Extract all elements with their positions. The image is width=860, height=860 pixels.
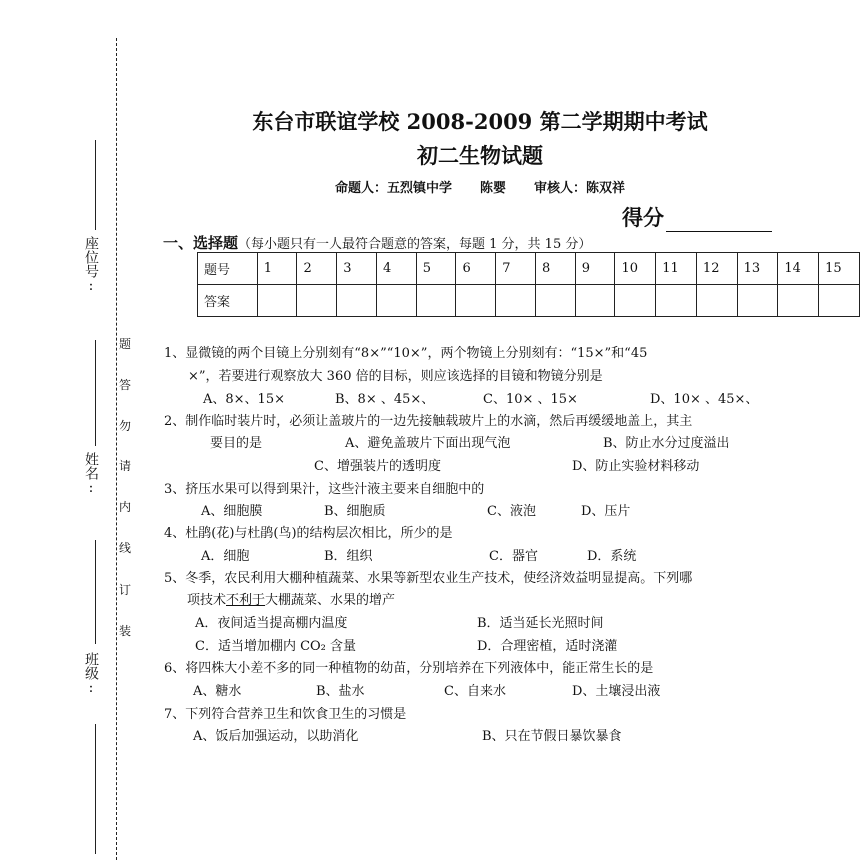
class-label: 班级:	[83, 652, 99, 696]
question-number-cell: 8	[535, 253, 575, 285]
question-number-cell: 14	[778, 253, 819, 285]
question-number-cell: 15	[819, 253, 860, 285]
answer-cell[interactable]	[737, 285, 778, 317]
question-1-option-b: B、8× 、45×、	[335, 392, 435, 407]
margin-bottom-line	[95, 724, 96, 854]
section-title: 一、选择题	[163, 234, 239, 252]
question-4-option-b: B．组织	[324, 549, 373, 564]
question-5-option-b: B．适当延长光照时间	[477, 616, 604, 631]
answer-cell[interactable]	[778, 285, 819, 317]
answer-cell[interactable]	[535, 285, 575, 317]
question-5-emphasis: 不利于	[226, 593, 266, 608]
question-6-option-c: C、自来水	[444, 684, 506, 699]
question-5-text-post: 大棚蔬菜、水果的增产	[265, 593, 396, 608]
question-7-option-b: B、只在节假日暴饮暴食	[482, 729, 622, 744]
question-7-stem: 7、下列符合营养卫生和饮食卫生的习惯是	[164, 707, 407, 722]
question-6-stem: 6、将四株大小差不多的同一种植物的幼苗，分别培养在下列液体中，能正常生长的是	[164, 661, 654, 676]
question-3-option-c: C、液泡	[487, 504, 536, 519]
question-number-cell: 3	[337, 253, 377, 285]
question-5-stem-cont	[187, 593, 395, 609]
question-number-cell: 6	[456, 253, 496, 285]
question-5-stem: 5、冬季，农民利用大棚种植蔬菜、水果等新型农业生产技术，使经济效益明显提高。下列哪	[164, 571, 693, 586]
question-3-option-d: D、压片	[581, 504, 631, 519]
question-number-cell: 7	[496, 253, 536, 285]
question-number-cell: 5	[416, 253, 456, 285]
question-3-option-a: A、细胞膜	[201, 504, 263, 519]
seal-char: 答	[118, 378, 131, 392]
question-1-option-c: C、10× 、15×	[483, 392, 578, 407]
binding-dashed-line	[116, 38, 117, 860]
author-label: 命题人：五烈镇中学	[334, 181, 452, 196]
section-instructions: （每小题只有一人最符合题意的答案，每题 1 分，共 15 分）	[238, 237, 592, 252]
question-1-stem: 1、显微镜的两个目镜上分别刻有“8×”“10×”，两个物镜上分别刻有：“15×”和“45	[164, 346, 648, 361]
question-5-option-a: A．夜间适当提高棚内温度	[195, 616, 348, 631]
answer-cell[interactable]	[456, 285, 496, 317]
question-5-option-c: C．适当增加棚内 CO₂ 含量	[195, 639, 357, 654]
answer-table-answer-row	[198, 285, 860, 317]
question-1-stem-cont: ×”，若要进行观察放大 360 倍的目标，则应该选择的目镜和物镜分别是	[188, 369, 603, 384]
question-5-text-pre: 项技术	[187, 593, 227, 608]
question-number-cell: 2	[297, 253, 337, 285]
score-blank[interactable]	[666, 209, 772, 232]
question-6-option-b: B、盐水	[316, 684, 365, 699]
exam-authors	[130, 177, 830, 196]
question-3-stem: 3、挤压水果可以得到果汁，这些汁液主要来自细胞中的	[164, 482, 485, 497]
seal-char: 装	[118, 624, 131, 638]
question-number-cell: 9	[575, 253, 615, 285]
answer-cell[interactable]	[819, 285, 860, 317]
seal-char: 勿	[118, 419, 131, 433]
answer-cell[interactable]	[297, 285, 337, 317]
answer-row-label: 答案	[198, 285, 258, 317]
question-2-option-a: A、避免盖玻片下面出现气泡	[345, 436, 511, 451]
question-number-cell: 13	[737, 253, 778, 285]
answer-cell[interactable]	[337, 285, 377, 317]
question-4-option-a: A．细胞	[201, 549, 250, 564]
answer-cell[interactable]	[575, 285, 615, 317]
answer-cell[interactable]	[696, 285, 737, 317]
seat-number-label: 座位号:	[83, 236, 99, 294]
question-4-stem: 4、杜鹃(花)与杜鹃(鸟)的结构层次相比，所少的是	[164, 526, 453, 541]
answer-cell[interactable]	[656, 285, 697, 317]
seal-char: 内	[118, 500, 131, 514]
question-number-cell: 4	[376, 253, 416, 285]
reviewer: 审核人：陈双祥	[534, 181, 626, 196]
question-2-option-b: B、防止水分过度溢出	[603, 436, 730, 451]
name-label: 姓名:	[83, 452, 99, 496]
score-field	[622, 202, 772, 232]
seat-fill-line	[95, 140, 96, 230]
answer-table	[197, 252, 860, 317]
answer-cell[interactable]	[376, 285, 416, 317]
answer-cell[interactable]	[257, 285, 297, 317]
seal-char: 线	[118, 541, 131, 555]
seal-char: 订	[118, 583, 131, 597]
question-number-cell: 1	[257, 253, 297, 285]
question-1-option-d: D、10× 、45×、	[650, 392, 759, 407]
question-2-option-d: D、防止实验材料移动	[572, 459, 700, 474]
seal-char: 请	[118, 459, 131, 473]
question-4-option-c: C．器官	[489, 549, 538, 564]
answer-cell[interactable]	[416, 285, 456, 317]
seal-char: 题	[118, 337, 131, 351]
question-7-option-a: A、饭后加强运动，以助消化	[193, 729, 359, 744]
answer-cell[interactable]	[615, 285, 656, 317]
question-2-stem: 2、制作临时装片时，必须让盖玻片的一边先接触载玻片上的水滴，然后再缓缓地盖上，其主	[164, 414, 693, 429]
question-number-cell: 12	[696, 253, 737, 285]
question-1-option-a: A、8×、15×	[203, 392, 285, 407]
name-fill-line	[95, 340, 96, 446]
question-3-option-b: B、细胞质	[324, 504, 386, 519]
exam-title: 东台市联谊学校 2008-2009 第二学期期中考试	[252, 109, 708, 134]
question-5-option-d: D．合理密植，适时浇灌	[477, 639, 618, 654]
question-2-stem-cont: 要目的是	[210, 436, 263, 451]
question-number-cell: 10	[615, 253, 656, 285]
number-row-label: 题号	[198, 253, 258, 285]
question-4-option-d: D．系统	[587, 549, 637, 564]
question-number-cell: 11	[656, 253, 697, 285]
author-name: 陈婴	[479, 181, 506, 196]
question-2-option-c: C、增强装片的透明度	[314, 459, 441, 474]
exam-subtitle: 初二生物试题	[417, 143, 543, 168]
question-6-option-a: A、糖水	[193, 684, 242, 699]
question-6-option-d: D、土壤浸出液	[572, 684, 661, 699]
answer-cell[interactable]	[496, 285, 536, 317]
score-label: 得分	[622, 205, 664, 230]
answer-table-number-row	[198, 253, 860, 285]
class-fill-line	[95, 540, 96, 644]
section-heading	[163, 232, 591, 253]
